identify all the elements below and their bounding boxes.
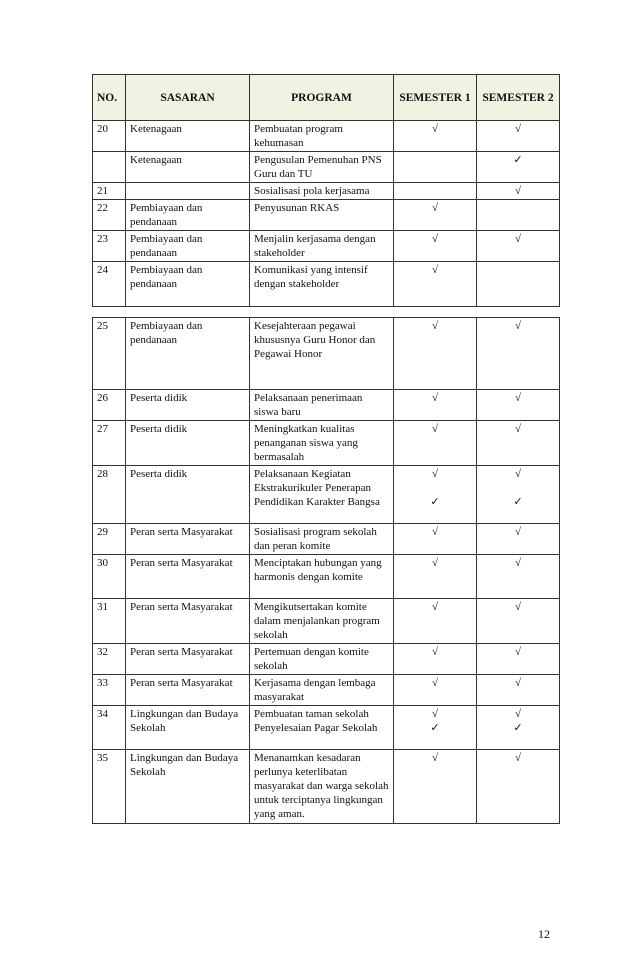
semester-1-cell	[394, 231, 477, 262]
row-sasaran: Peran serta Masyarakat	[126, 524, 250, 555]
semester-1-cell	[394, 599, 477, 644]
semester-2-cell	[477, 390, 560, 421]
row-program: Meningkatkan kualitas penanganan siswa yang bermasalah	[250, 421, 394, 466]
row-program: Pelaksanaan Kegiatan Ekstrakurikuler Penerapan Pendidikan Karakter Bangsa	[250, 466, 394, 524]
row-number: 24	[93, 262, 126, 307]
semester-2-cell	[477, 318, 560, 390]
row-program: Kerjasama dengan lembaga masyarakat	[250, 675, 394, 706]
root-check-mark: √	[431, 202, 439, 214]
row-sasaran: Peran serta Masyarakat	[126, 644, 250, 675]
row-sasaran: Ketenagaan	[126, 152, 250, 183]
row-number: 34	[93, 706, 126, 750]
row-number: 29	[93, 524, 126, 555]
row-program: Pembuatan program kehumasan	[250, 121, 394, 152]
semester-2-cell	[477, 421, 560, 466]
program-table-part-1	[92, 74, 560, 307]
row-number: 31	[93, 599, 126, 644]
row-sasaran: Ketenagaan	[126, 121, 250, 152]
root-check-mark: √	[514, 468, 522, 480]
page-number: 12	[538, 927, 550, 941]
row-sasaran: Peserta didik	[126, 421, 250, 466]
root-check-mark: √	[514, 320, 522, 332]
checkmark-icon: ✓	[513, 496, 523, 508]
row-sasaran: Peserta didik	[126, 390, 250, 421]
semester-1-cell	[394, 152, 477, 183]
root-check-mark: √	[431, 752, 439, 764]
semester-1-cell	[394, 318, 477, 390]
row-program: Sosialisasi pola kerjasama	[250, 183, 394, 200]
semester-2-cell	[477, 675, 560, 706]
row-sasaran: Lingkungan dan Budaya Sekolah	[126, 706, 250, 750]
root-check-mark: √	[431, 557, 439, 569]
row-number: 21	[93, 183, 126, 200]
table-row	[93, 466, 560, 524]
row-sasaran: Pembiayaan dan pendanaan	[126, 318, 250, 390]
row-sasaran	[126, 183, 250, 200]
row-program: Pembuatan taman sekolah Penyelesaian Pagar Sekolah	[250, 706, 394, 750]
root-check-mark: √	[431, 123, 439, 135]
table-row	[93, 183, 560, 200]
root-check-mark: √	[431, 646, 439, 658]
row-program: Menanamkan kesadaran perlunya keterlibatan masyarakat dan warga sekolah untuk terciptanya lingkungan yang aman.	[250, 750, 394, 824]
table-row	[93, 231, 560, 262]
root-check-mark: √	[514, 557, 522, 569]
header-sasaran: SASARAN	[126, 75, 250, 121]
root-check-mark: √	[431, 708, 439, 720]
table-header-row	[93, 75, 560, 121]
table-row	[93, 750, 560, 824]
row-program: Sosialisasi program sekolah dan peran komite	[250, 524, 394, 555]
semester-2-cell	[477, 644, 560, 675]
semester-2-cell	[477, 466, 560, 524]
table-row	[93, 599, 560, 644]
semester-2-cell	[477, 706, 560, 750]
row-sasaran: Peran serta Masyarakat	[126, 555, 250, 599]
row-program: Menjalin kerjasama dengan stakeholder	[250, 231, 394, 262]
table-row	[93, 121, 560, 152]
table-row	[93, 390, 560, 421]
semester-2-cell	[477, 231, 560, 262]
semester-1-cell	[394, 706, 477, 750]
root-check-mark: √	[514, 646, 522, 658]
checkmark-icon: ✓	[513, 722, 523, 734]
table-row	[93, 644, 560, 675]
row-sasaran: Peran serta Masyarakat	[126, 675, 250, 706]
root-check-mark: √	[514, 423, 522, 435]
program-table-part-2	[92, 317, 560, 824]
root-check-mark: √	[431, 320, 439, 332]
semester-1-cell	[394, 524, 477, 555]
root-check-mark: √	[431, 423, 439, 435]
row-sasaran: Pembiayaan dan pendanaan	[126, 262, 250, 307]
checkmark-icon: ✓	[430, 722, 440, 734]
row-program: Pertemuan dengan komite sekolah	[250, 644, 394, 675]
root-check-mark: √	[431, 392, 439, 404]
semester-2-cell	[477, 121, 560, 152]
root-check-mark: √	[514, 185, 522, 197]
semester-2-cell	[477, 200, 560, 231]
row-sasaran: Peserta didik	[126, 466, 250, 524]
semester-2-cell	[477, 555, 560, 599]
table-row	[93, 706, 560, 750]
root-check-mark: √	[431, 233, 439, 245]
semester-1-cell	[394, 644, 477, 675]
root-check-mark: √	[514, 123, 522, 135]
row-program: Pengusulan Pemenuhan PNS Guru dan TU	[250, 152, 394, 183]
table-row	[93, 152, 560, 183]
row-sasaran: Lingkungan dan Budaya Sekolah	[126, 750, 250, 824]
table-row	[93, 675, 560, 706]
mark-spacer	[477, 481, 559, 495]
semester-1-cell	[394, 121, 477, 152]
row-program: Komunikasi yang intensif dengan stakeholder	[250, 262, 394, 307]
table-row	[93, 200, 560, 231]
row-number: 22	[93, 200, 126, 231]
semester-1-cell	[394, 390, 477, 421]
root-check-mark: √	[514, 601, 522, 613]
row-number	[93, 152, 126, 183]
semester-1-cell	[394, 183, 477, 200]
root-check-mark: √	[514, 708, 522, 720]
row-number: 23	[93, 231, 126, 262]
row-number: 27	[93, 421, 126, 466]
semester-1-cell	[394, 421, 477, 466]
semester-1-cell	[394, 262, 477, 307]
semester-2-cell	[477, 262, 560, 307]
root-check-mark: √	[514, 392, 522, 404]
semester-1-cell	[394, 675, 477, 706]
header-semester-2: SEMESTER 2	[477, 75, 560, 121]
table-row	[93, 262, 560, 307]
row-program: Pelaksanaan penerimaan siswa baru	[250, 390, 394, 421]
semester-1-cell	[394, 555, 477, 599]
row-number: 26	[93, 390, 126, 421]
row-number: 32	[93, 644, 126, 675]
row-program: Mengikutsertakan komite dalam menjalankan program sekolah	[250, 599, 394, 644]
table-row	[93, 421, 560, 466]
root-check-mark: √	[431, 677, 439, 689]
root-check-mark: √	[431, 468, 439, 480]
checkmark-icon: ✓	[513, 154, 523, 166]
root-check-mark: √	[514, 233, 522, 245]
row-sasaran: Pembiayaan dan pendanaan	[126, 231, 250, 262]
root-check-mark: √	[431, 601, 439, 613]
row-number: 30	[93, 555, 126, 599]
row-number: 35	[93, 750, 126, 824]
table-row	[93, 555, 560, 599]
checkmark-icon: ✓	[430, 496, 440, 508]
mark-spacer	[394, 481, 476, 495]
row-program: Menciptakan hubungan yang harmonis dengan komite	[250, 555, 394, 599]
table-row	[93, 318, 560, 390]
root-check-mark: √	[431, 264, 439, 276]
semester-2-cell	[477, 599, 560, 644]
row-program: Kesejahteraan pegawai khususnya Guru Honor dan Pegawai Honor	[250, 318, 394, 390]
row-sasaran: Peran serta Masyarakat	[126, 599, 250, 644]
header-no: NO.	[93, 75, 126, 121]
header-semester-1: SEMESTER 1	[394, 75, 477, 121]
root-check-mark: √	[431, 526, 439, 538]
table-row	[93, 524, 560, 555]
root-check-mark: √	[514, 752, 522, 764]
semester-2-cell	[477, 152, 560, 183]
row-number: 33	[93, 675, 126, 706]
row-program: Penyusunan RKAS	[250, 200, 394, 231]
semester-2-cell	[477, 750, 560, 824]
semester-2-cell	[477, 183, 560, 200]
row-number: 28	[93, 466, 126, 524]
semester-1-cell	[394, 750, 477, 824]
semester-2-cell	[477, 524, 560, 555]
semester-1-cell	[394, 200, 477, 231]
row-number: 20	[93, 121, 126, 152]
row-number: 25	[93, 318, 126, 390]
root-check-mark: √	[514, 677, 522, 689]
row-sasaran: Pembiayaan dan pendanaan	[126, 200, 250, 231]
semester-1-cell	[394, 466, 477, 524]
root-check-mark: √	[514, 526, 522, 538]
header-program: PROGRAM	[250, 75, 394, 121]
